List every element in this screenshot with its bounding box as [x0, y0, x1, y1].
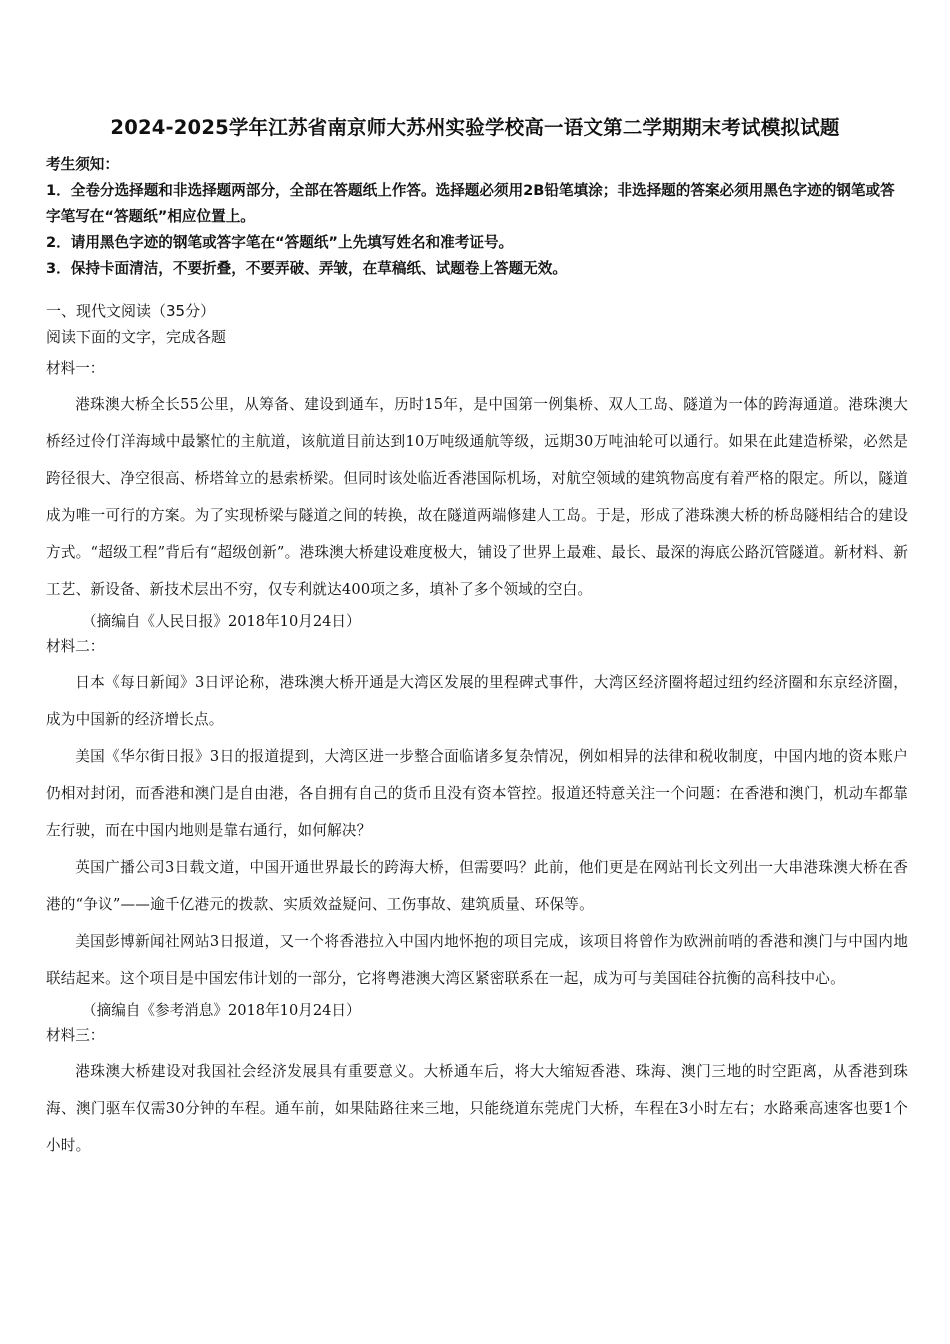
material-paragraph: 港珠澳大桥全长55公里，从筹备、建设到通车，历时15年，是中国第一例集桥、双人工岛、隧道为一体的跨海通道。港珠澳大桥经过伶仃洋海域中最繁忙的主航道，该航道目前达到10万吨级通航等级，远期30万吨油轮可以通行。如果在此建造桥梁，必然是跨径很大、净空很高、桥塔耸立的悬索桥梁。但同时该处临近香港国际机场，对航空领域的建筑物高度有着严格的限定。所以，隧道成为唯一可行的方案。为了实现桥梁与隧道之间的转换，故在隧道两端修建人工岛。于是，形成了港珠澳大桥的桥岛隧相结合的建设方式。“超级工程”背后有“超级创新”。港珠澳大桥建设难度极大，铺设了世界上最难、最长、最深的海底公路沉管隧道。新材料、新工艺、新设备、新技术层出不穷，仅专利就达400项之多，填补了多个领域的空白。	[46, 396, 908, 598]
material-paragraph: 美国彭博新闻社网站3日报道，又一个将香港拉入中国内地怀抱的项目完成，该项目将曾作为欧洲前哨的香港和澳门与中国内地联结起来。这个项目是中国宏伟计划的一部分，它将粤港澳大湾区紧密联系在一起，成为可与美国硅谷抗衡的高科技中心。	[46, 933, 908, 987]
material-paragraph: 港珠澳大桥建设对我国社会经济发展具有重要意义。大桥通车后，将大大缩短香港、珠海、澳门三地的时空距离，从香港到珠海、澳门驱车仅需30分钟的车程。通车前，如果陆路往来三地，只能绕道东莞虎门大桥，车程在3小时左右；水路乘高速客也要1个小时。	[46, 1063, 908, 1154]
notice-item-2: 2．请用黑色字迹的钢笔或答字笔在“答题纸”上先填写姓名和准考证号。	[46, 234, 514, 251]
notice-heading: 考生须知：	[46, 156, 119, 173]
material-paragraph: 美国《华尔街日报》3日的报道提到，大湾区进一步整合面临诸多复杂情况，例如相异的法律和税收制度，中国内地的资本账户仍相对封闭，而香港和澳门是自由港，各自拥有自己的货币且没有资本管控。报道还特意关注一个问题：在香港和澳门，机动车都靠左行驶，而在中国内地则是靠右通行，如何解决？	[46, 748, 908, 839]
notice-item-1: 1．全卷分选择题和非选择题两部分，全部在答题纸上作答。选择题必须用2B铅笔填涂；非选择题的答案必须用黑色字迹的钢笔或答字笔写在“答题纸”相应位置上。	[46, 182, 895, 225]
material-2	[46, 636, 908, 1025]
material-label: 材料一：	[46, 360, 105, 377]
reading-materials	[46, 358, 908, 1164]
material-label: 材料三：	[46, 1027, 105, 1044]
section-instruction: 阅读下面的文字，完成各题	[46, 328, 227, 346]
material-label: 材料二：	[46, 638, 105, 655]
material-paragraph: 英国广播公司3日载文道，中国开通世界最长的跨海大桥，但需要吗？此前，他们更是在网站刊长文列出一大串港珠澳大桥在香港的“争议”——逾千亿港元的拨款、实质效益疑问、工伤事故、建筑质量、环保等。	[46, 859, 908, 913]
material-1	[46, 358, 908, 636]
material-paragraph: 日本《每日新闻》3日评论称，港珠澳大桥开通是大湾区发展的里程碑式事件，大湾区经济圈将超过纽约经济圈和东京经济圈，成为中国新的经济增长点。	[46, 674, 908, 728]
section-heading: 一、现代文阅读（35分）	[46, 302, 216, 320]
notice-item-3: 3．保持卡面清洁，不要折叠，不要弄破、弄皱，在草稿纸、试题卷上答题无效。	[46, 260, 567, 277]
exam-title: 2024-2025学年江苏省南京师大苏州实验学校高一语文第二学期期末考试模拟试题	[110, 116, 840, 139]
material-source: （摘编自《人民日报》2018年10月24日）	[82, 613, 361, 630]
candidate-notice	[46, 152, 908, 282]
material-source: （摘编自《参考消息》2018年10月24日）	[82, 1002, 361, 1019]
material-3	[46, 1025, 908, 1164]
